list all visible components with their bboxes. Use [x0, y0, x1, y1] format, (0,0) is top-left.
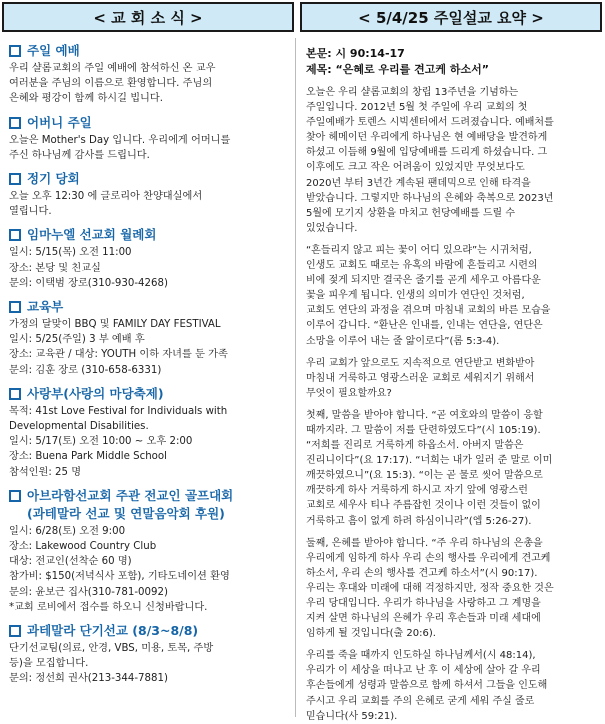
news-line: *교회 로비에서 접수를 하오니 신청바랍니다.	[9, 601, 208, 613]
sermon-line: 주시고 우리 교회를 주의 은혜로 굳게 세워 주실 줄로	[306, 695, 535, 707]
news-title-text	[27, 487, 233, 523]
sermon-line: 우리 교회가 앞으로도 지속적으로 연단받고 변화받아	[306, 357, 535, 369]
news-title-text	[27, 226, 156, 244]
sermon-line: “저희를 진리로 거룩하게 하옵소서. 아버지 말씀은	[306, 440, 524, 452]
square-bullet-icon	[9, 625, 21, 637]
news-title-line: 사랑부(사랑의 마당축제)	[27, 385, 164, 401]
sermon-paragraph	[306, 536, 598, 642]
news-line: 장소: 본당 및 친교실	[9, 262, 101, 274]
news-line: 오늘 오후 12:30 에 글로리아 찬양대실에서	[9, 191, 203, 203]
square-bullet-icon	[9, 117, 21, 129]
sermon-line: 거룩하고 흠이 없게 하려 하심이니라”(엡 5:26-27).	[306, 515, 532, 527]
sermon-line: 이루어 갑니다. “환난은 인내를, 인내는 연단을, 연단은	[306, 320, 543, 332]
sermon-paragraph	[306, 648, 598, 723]
news-section-title	[9, 42, 286, 60]
sermon-line: 첫째, 말씀을 받아야 합니다. “곧 여호와의 말씀이 응할	[306, 409, 543, 421]
news-title-line: 주일 예배	[27, 43, 80, 58]
sermon-paragraph	[306, 243, 598, 349]
sermon-line: 둘째, 은혜를 받아야 합니다. “주 우리 하나님의 은총을	[306, 537, 543, 549]
news-line: 주신 하나님께 감사를 드립니다.	[9, 149, 150, 161]
news-line: 등)을 모집합니다.	[9, 658, 89, 670]
news-section-title	[9, 226, 286, 244]
sermon-line: 교회로 세우사 티나 주름잡힌 것이나 이런 것들이 없이	[306, 500, 541, 512]
church-news-header: < 교 회 소 식 >	[2, 2, 294, 32]
square-bullet-icon	[9, 301, 21, 313]
sermon-title: 제목: “은혜로 우리를 견고케 하소서”	[306, 63, 489, 76]
news-section	[9, 226, 286, 291]
sermon-line: 믿습니다(사 59:21).	[306, 710, 398, 722]
sermon-line: 있었습니다.	[306, 222, 358, 234]
news-title-line: 아브라함선교회 주관 전교인 골프대회	[27, 487, 234, 503]
news-line: 문의: 윤보근 집사(310-781-0092)	[9, 586, 168, 598]
news-section	[9, 42, 286, 107]
sermon-line: 하셨고 이듬해 9월에 입당예배를 드리게 하셨습니다. 그	[306, 147, 548, 159]
sermon-line: 비에 젖게 되지만 결국은 줄기를 곧게 세우고 아름다운	[306, 275, 541, 287]
news-section	[9, 298, 286, 378]
news-title-line: 임마누엘 선교회 월례회	[27, 227, 157, 243]
sermon-body	[306, 85, 598, 724]
news-line: Developmental Disabilities.	[9, 421, 149, 433]
sermon-summary-header: < 5/4/25 주일설교 요약 >	[300, 2, 602, 32]
news-line: 목적: 41st Love Festival for Individuals with	[9, 405, 228, 417]
sermon-line: 우리를 죽을 때까지 인도하실 하나님께서(시 48:14),	[306, 650, 536, 662]
news-line: 일시: 5/15(목) 오전 11:00	[9, 247, 132, 259]
news-line: 문의: 김훈 장로 (310-658-6331)	[9, 364, 162, 376]
news-title-text	[27, 170, 80, 188]
news-section-title	[9, 170, 286, 188]
news-line: 오늘은 Mother's Day 입니다. 우리에게 어머니를	[9, 134, 231, 146]
news-title-text	[27, 298, 63, 316]
sermon-line: 무엇이 필요할까요?	[306, 387, 392, 399]
news-section	[9, 622, 286, 687]
news-line: 가정의 달맞이 BBQ 및 FAMILY DAY FESTIVAL	[9, 319, 221, 331]
news-section-title	[9, 114, 286, 132]
sermon-line: 우리는 후대와 미래에 대해 걱정하지만, 정작 중요한 것은	[306, 582, 554, 594]
news-line: 일시: 6/28(토) 오전 9:00	[9, 525, 126, 537]
sermon-paragraph	[306, 356, 598, 401]
sermon-line: 주일입니다. 2012년 5월 첫 주일에 우리 교회의 첫	[306, 102, 528, 114]
news-section-title	[9, 298, 286, 316]
square-bullet-icon	[9, 490, 21, 502]
news-line: 열립니다.	[9, 206, 52, 218]
square-bullet-icon	[9, 173, 21, 185]
news-title-text	[27, 385, 164, 403]
news-line: 단기선교팀(의료, 안경, VBS, 미용, 토목, 주방	[9, 643, 214, 655]
news-line: 참석인원: 25 명	[9, 466, 82, 478]
sermon-line: 찾아 헤메이던 우리에게 하나님은 현 예배당을 발견하게	[306, 132, 548, 144]
news-title-line: 교육부	[27, 299, 64, 315]
news-line: 참가비: $150(저녁식사 포함), 기타도네이션 환영	[9, 571, 230, 583]
news-line: 대상: 전교인(선착순 60 명)	[9, 556, 132, 568]
sermon-line: 인생도 교회도 때로는 유혹의 바람에 흔들리고 시련의	[306, 260, 538, 272]
sermon-line: 후손들에게 성령과 말씀으로 함께 하셔서 그들을 인도해	[306, 680, 548, 692]
news-line: 장소: Lakewood Country Club	[9, 541, 157, 553]
news-section	[9, 487, 286, 615]
sermon-line: 2020년 부터 3년간 계속된 팬데믹으로 인해 타격을	[306, 177, 531, 189]
sermon-line: 주일예배가 토렌스 시빅센터에서 드려졌습니다. 예배처를	[306, 117, 554, 129]
news-line: 여러분을 주님의 이름으로 환영합니다. 주님의	[9, 78, 213, 90]
news-section-title	[9, 385, 286, 403]
sermon-line: 소망을 이루어 내는 줄 앎이로다”(롬 5:3-4).	[306, 335, 500, 347]
sermon-line: 받았습니다. 그렇지만 하나님의 은혜와 축복으로 2023년	[306, 192, 554, 204]
column-divider	[295, 38, 296, 717]
news-line: 은혜와 평강이 함께 하시길 빕니다.	[9, 93, 163, 105]
sermon-line: 5월에 모기지 상환을 마치고 헌당예배를 드릴 수	[306, 207, 515, 219]
news-line: 장소: 교육관 / 대상: YOUTH 이하 자녀를 둔 가족	[9, 349, 228, 361]
sermon-column	[298, 38, 605, 724]
sermon-line: 진리니이다”(요 17:17). “너희는 내가 일러 준 말로 이미	[306, 455, 553, 467]
square-bullet-icon	[9, 229, 21, 241]
news-section	[9, 114, 286, 163]
news-line: 문의: 정선희 권사(213-344-7881)	[9, 673, 168, 685]
sermon-line: 지켜 살면 하나님의 은혜가 우리 후손들과 미래 세대에	[306, 613, 541, 625]
sermon-line: 임하게 될 것입니다(출 20:6).	[306, 628, 436, 640]
news-title-text	[27, 114, 92, 132]
news-line: 장소: Buena Park Middle School	[9, 451, 167, 463]
news-title-line: 정기 당회	[27, 171, 80, 187]
sermon-line: 때까지라. 그 말씀이 저를 단련하였도다”(시 105:19).	[306, 424, 541, 436]
news-title-text	[27, 42, 80, 60]
sermon-line: 이후에도 크고 작은 어려움이 있었지만 무엇보다도	[306, 162, 525, 174]
sermon-paragraph	[306, 85, 598, 236]
sermon-line: 꽃을 피우게 됩니다. 인생의 의미가 연단인 것처럼,	[306, 290, 525, 302]
news-line: 우리 샬롬교회의 주일 예배에 참석하신 온 교우	[9, 63, 216, 74]
news-line: 일시: 5/25(주일) 3 부 예배 후	[9, 334, 145, 346]
sermon-paragraph	[306, 408, 598, 529]
square-bullet-icon	[9, 45, 21, 57]
news-title-line: (과테말라 선교 및 연말음악회 후원)	[27, 505, 225, 521]
sermon-line: 우리가 이 세상을 떠나고 난 후 이 세상에 살아 갈 우리	[306, 665, 541, 677]
sermon-line: 마침내 거룩하고 영광스러운 교회로 세워지기 위해서	[306, 372, 535, 384]
sermon-line: “흔들리지 않고 피는 꽃이 어디 있으랴”는 시귀처럼,	[306, 244, 532, 256]
sermon-line: 깨끗하였으니”(요 15:3). “이는 곧 물로 씻어 말씀으로	[306, 470, 543, 482]
news-title-line: 어버니 주일	[27, 114, 92, 130]
news-title-line: 과테말라 단기선교 (8/3~8/8)	[27, 623, 199, 639]
square-bullet-icon	[9, 388, 21, 400]
sermon-line: 우리에게 임하게 하사 우리 손의 행사를 우리에게 견고케	[306, 552, 551, 564]
news-title-text	[27, 622, 198, 640]
news-line: 문의: 이택범 장로(310-930-4268)	[9, 277, 168, 289]
sermon-passage: 본문: 시 90:14-17	[306, 47, 405, 60]
news-section	[9, 385, 286, 480]
news-section	[9, 170, 286, 219]
news-section-title	[9, 487, 286, 523]
sermon-line: 깨끗하게 하사 거룩하게 하시고 자기 앞에 영광스런	[306, 485, 528, 497]
sermon-line: 교회도 연단의 과정을 겪으며 마침내 교회의 바른 모습을	[306, 305, 551, 317]
sermon-line: 오늘은 우리 샬롬교회의 창립 13주년을 기념하는	[306, 87, 519, 98]
sermon-line: 우리 당대입니다. 우리가 하나님을 사랑하고 그 계명을	[306, 598, 541, 609]
news-line: 일시: 5/17(토) 오전 10:00 ~ 오후 2:00	[9, 436, 193, 448]
news-section-title	[9, 622, 286, 640]
sermon-line: 하소서, 우리 손의 행사를 견고케 하소서”(시 90:17).	[306, 567, 538, 579]
church-news-column	[0, 38, 294, 694]
